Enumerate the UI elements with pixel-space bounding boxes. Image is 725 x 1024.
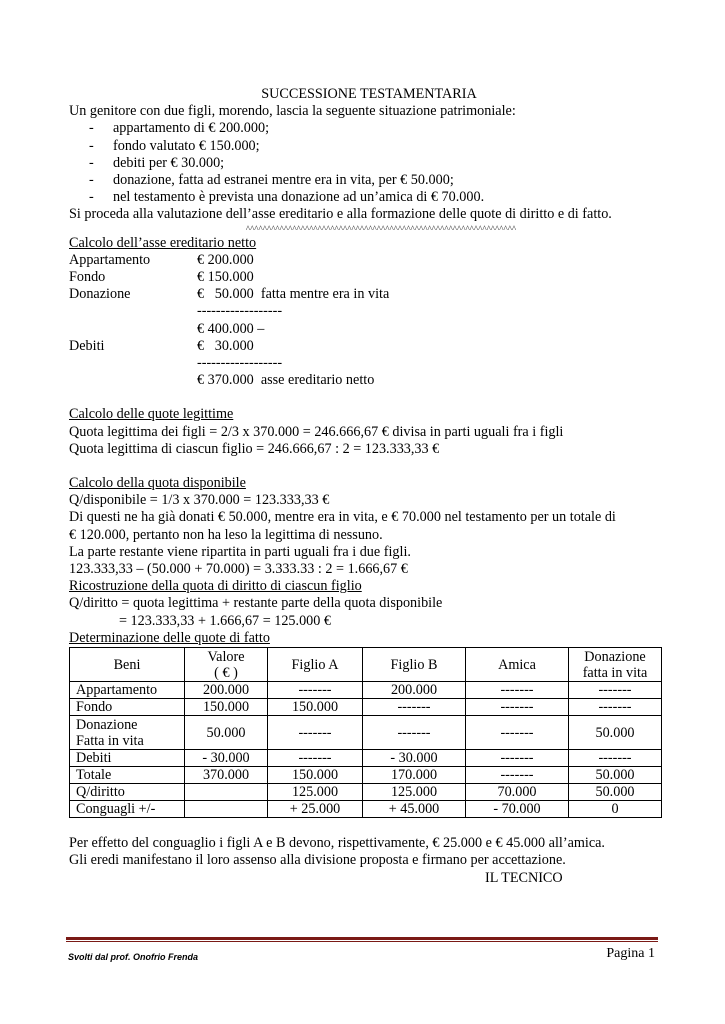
quote-di-fatto-table [69,647,662,818]
table-row [70,767,662,784]
table-cell: ------- [569,750,662,767]
page-number: Pagina 1 [606,946,655,961]
intro-text: Un genitore con due figli, morendo, lascia la seguente situazione patrimoniale: [69,103,516,120]
table-cell [185,801,268,818]
legittime-line: Quota legittima di ciascun figlio = 246.666,67 : 2 = 123.333,33 € [69,440,440,457]
list-item: - fondo valutato € 150.000; [89,137,260,154]
table-row [70,801,662,818]
table-cell: ------- [466,750,569,767]
table-cell: 125.000 [268,784,363,801]
table-cell: 50.000 [569,784,662,801]
asse-dashes: ------------------ [197,355,283,372]
section-heading-disponibile: Calcolo della quota disponibile [69,475,246,492]
document-body [69,86,659,887]
list-item: - donazione, fatta ad estranei mentre era in vita, per € 50.000; [89,172,454,189]
table-cell: 0 [569,801,662,818]
list-item: - nel testamento è prevista una donazione ad un’amica di € 70.000. [89,189,485,206]
table-cell: + 45.000 [363,801,466,818]
table-header-row [70,648,662,682]
table-header-cell: Amica [466,648,569,682]
table-cell: ------- [466,716,569,750]
table-cell: ------- [363,716,466,750]
table-cell: 125.000 [363,784,466,801]
footer-author: Svolti dal prof. Onofrio Frenda [68,952,199,962]
signature-label: IL TECNICO [485,869,563,886]
disponibile-line: € 120.000, pertanto non ha leso la legittima di nessuno. [69,526,383,543]
table-row [70,750,662,767]
table-cell: - 30.000 [363,750,466,767]
table-header-cell: Figlio A [268,648,363,682]
conclusion-line: Per effetto del conguaglio i figli A e B devono, rispettivamente, € 25.000 e € 45.000 all’amica. [69,835,605,852]
legittime-line: Quota legittima dei figli = 2/3 x 370.000 = 246.666,67 € divisa in parti uguali fra i figli [69,423,564,440]
table-header-cell: Figlio B [363,648,466,682]
table-cell: Fondo [70,699,185,716]
table-cell [185,784,268,801]
table-cell: ------- [268,750,363,767]
disponibile-line: La parte restante viene ripartita in parti uguali fra i due figli. [69,543,411,560]
table-header-cell: Beni [70,648,185,682]
table-cell: - 30.000 [185,750,268,767]
asse-row-donazione: Donazione € 50.000 fatta mentre era in vita [69,286,390,303]
section-heading-fatto: Determinazione delle quote di fatto [69,629,270,646]
table-cell: 370.000 [185,767,268,784]
conclusion-line: Gli eredi manifestano il loro assenso alla divisione proposta e firmano per accettazione. [69,852,566,869]
caret-separator: ^^^^^^^^^^^^^^^^^^^^^^^^^^^^^^^^^^^^^^^^^^^^^^^^^^^^^^^^^^^^^^^^ [245,223,517,234]
asse-total: € 370.000 asse ereditario netto [197,372,375,389]
table-cell: 170.000 [363,767,466,784]
table-cell: ------- [466,767,569,784]
table-cell: 50.000 [569,716,662,750]
table-cell: 50.000 [185,716,268,750]
table-cell: Donazione Fatta in vita [70,716,185,750]
asse-row-debiti: Debiti € 30.000 [69,337,254,354]
table-cell: Q/diritto [70,784,185,801]
table-cell: ------- [268,716,363,750]
list-item: - debiti per € 30.000; [89,154,225,171]
table-cell: ------- [569,682,662,699]
table-cell: Appartamento [70,682,185,699]
table-header-cell: Donazione fatta in vita [569,648,662,682]
table-cell: ------- [363,699,466,716]
table-cell: 50.000 [569,767,662,784]
table-cell: 150.000 [268,699,363,716]
section-heading-diritto: Ricostruzione della quota di diritto di ciascun figlio [69,578,362,595]
asse-row-fondo: Fondo € 150.000 [69,269,254,286]
disponibile-line: Q/disponibile = 1/3 x 370.000 = 123.333,33 € [69,492,330,509]
disponibile-line: 123.333,33 – (50.000 + 70.000) = 3.333.33 : 2 = 1.666,67 € [69,561,408,578]
table-row [70,716,662,750]
table-cell: + 25.000 [268,801,363,818]
table-cell: Conguagli +/- [70,801,185,818]
task-text: Si proceda alla valutazione dell’asse ereditario e alla formazione delle quote di diritto e di fatto. [69,206,612,223]
footer-rule [66,937,658,942]
diritto-line: Q/diritto = quota legittima + restante parte della quota disponibile [69,595,443,612]
table-row [70,699,662,716]
asse-subtotal: € 400.000 – [197,320,265,337]
table-cell: Totale [70,767,185,784]
list-item: - appartamento di € 200.000; [89,120,270,137]
table-cell: 70.000 [466,784,569,801]
assets-list [69,120,659,206]
asse-dashes: ------------------ [197,303,283,320]
section-heading-legittime: Calcolo delle quote legittime [69,406,234,423]
table-cell: - 70.000 [466,801,569,818]
table-header-cell: Valore ( € ) [185,648,268,682]
document-title: SUCCESSIONE TESTAMENTARIA [261,86,477,102]
section-heading-asse: Calcolo dell’asse ereditario netto [69,234,257,251]
table-cell: ------- [569,699,662,716]
table-cell: 150.000 [268,767,363,784]
table-cell: 150.000 [185,699,268,716]
diritto-line: = 123.333,33 + 1.666,67 = 125.000 € [119,612,331,629]
disponibile-line: Di questi ne ha già donati € 50.000, mentre era in vita, e € 70.000 nel testamento per un totale di [69,509,616,526]
table-cell: ------- [466,699,569,716]
table-row [70,784,662,801]
table-cell: 200.000 [185,682,268,699]
table-row [70,682,662,699]
table-cell: Debiti [70,750,185,767]
table-cell: 200.000 [363,682,466,699]
asse-row-appartamento: Appartamento € 200.000 [69,251,254,268]
table-cell: ------- [466,682,569,699]
table-cell: ------- [268,682,363,699]
